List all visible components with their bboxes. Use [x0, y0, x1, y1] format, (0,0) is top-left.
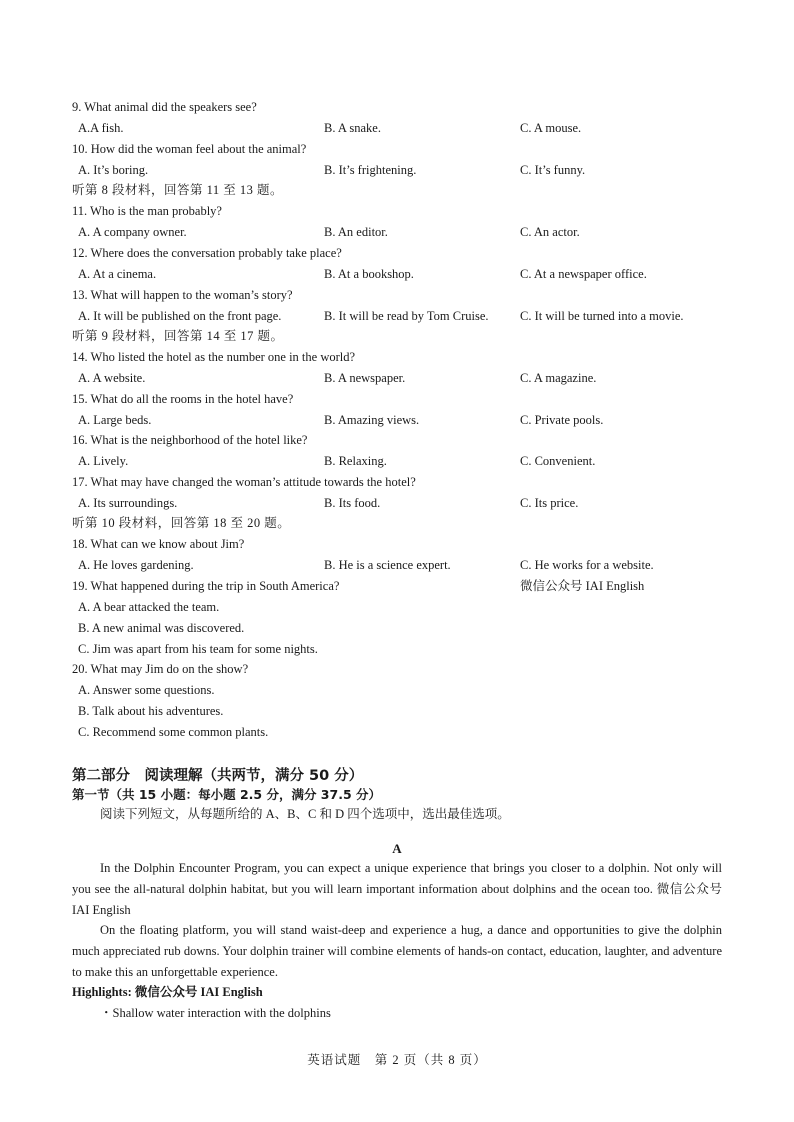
- passage-paragraph-1: In the Dolphin Encounter Program, you can expect a unique experience that brings you closer to a dolphin. Not only will you see the all-natural dolphin habitat, but you will learn important information about dolphins and the ocean too. 微信公众号 IAI English: [72, 861, 722, 917]
- q19-option-b: B. A new animal was discovered.: [78, 621, 245, 635]
- question-12: 12. Where does the conversation probably take place?: [72, 246, 342, 260]
- q18-option-a: A. He loves gardening.: [78, 558, 194, 572]
- passage-label: A: [392, 841, 402, 856]
- q11-option-c: C. An actor.: [520, 225, 580, 239]
- q19-option-c: C. Jim was apart from his team for some nights.: [78, 642, 318, 656]
- part2-title: 第二部分 阅读理解（共两节，满分 50 分）: [72, 768, 364, 784]
- q19-option-a: A. A bear attacked the team.: [78, 600, 220, 614]
- q14-option-c: C. A magazine.: [520, 371, 597, 385]
- q10-option-b: B. It’s frightening.: [324, 163, 417, 177]
- question-10: 10. How did the woman feel about the animal?: [72, 142, 307, 156]
- passage-paragraph-2: On the floating platform, you will stand waist-deep and experience a hug, a dance and opportunities to give the dolphin much appreciated rub downs. Your dolphin trainer will combine elements of hands-on contact, education, laughter, and adventure to make this an unforgettable experience.: [72, 923, 722, 979]
- q16-option-c: C. Convenient.: [520, 454, 596, 468]
- question-14: 14. Who listed the hotel as the number one in the world?: [72, 350, 356, 364]
- q20-option-b: B. Talk about his adventures.: [78, 704, 224, 718]
- page-footer: 英语试题 第 2 页（共 8 页）: [307, 1053, 487, 1067]
- q14-option-b: B. A newspaper.: [324, 371, 406, 385]
- highlights-label: Highlights:: [72, 985, 132, 999]
- q10-option-c: C. It’s funny.: [520, 163, 586, 177]
- question-17: 17. What may have changed the woman’s attitude towards the hotel?: [72, 475, 416, 489]
- q9-option-a: A.A fish.: [78, 121, 124, 135]
- q20-option-a: A. Answer some questions.: [78, 683, 215, 697]
- q9-option-c: C. A mouse.: [520, 121, 582, 135]
- question-9: 9. What animal did the speakers see?: [72, 100, 257, 114]
- reading-instruction: 阅读下列短文，从每题所给的 A、B、C 和 D 四个选项中，选出最佳选项。: [100, 807, 510, 821]
- question-15: 15. What do all the rooms in the hotel have?: [72, 392, 294, 406]
- question-19: 19. What happened during the trip in South America?: [72, 579, 340, 593]
- highlights-line: [72, 984, 263, 1000]
- q15-option-b: B. Amazing views.: [324, 413, 420, 427]
- q14-option-a: A. A website.: [78, 371, 146, 385]
- question-13: 13. What will happen to the woman’s story?: [72, 288, 293, 302]
- instruction-material-10: 听第 10 段材料，回答第 18 至 20 题。: [72, 516, 291, 530]
- q13-option-b: B. It will be read by Tom Cruise.: [324, 309, 489, 323]
- question-16: 16. What is the neighborhood of the hotel like?: [72, 433, 308, 447]
- q12-option-a: A. At a cinema.: [78, 267, 157, 281]
- highlight-bullet-1: ・Shallow water interaction with the dolphins: [100, 1006, 331, 1020]
- q18-option-c: C. He works for a website.: [520, 558, 654, 572]
- q11-option-b: B. An editor.: [324, 225, 388, 239]
- q17-option-c: C. Its price.: [520, 496, 579, 510]
- q15-option-a: A. Large beds.: [78, 413, 152, 427]
- question-18: 18. What can we know about Jim?: [72, 537, 245, 551]
- q13-option-a: A. It will be published on the front page.: [78, 309, 282, 323]
- question-20: 20. What may Jim do on the show?: [72, 662, 249, 676]
- instruction-material-8: 听第 8 段材料，回答第 11 至 13 题。: [72, 183, 284, 197]
- q16-option-b: B. Relaxing.: [324, 454, 387, 468]
- section1-title: 第一节（共 15 小题：每小题 2.5 分，满分 37.5 分）: [72, 787, 381, 802]
- q15-option-c: C. Private pools.: [520, 413, 604, 427]
- q10-option-a: A. It’s boring.: [78, 163, 149, 177]
- q18-option-b: B. He is a science expert.: [324, 558, 451, 572]
- q17-option-a: A. Its surroundings.: [78, 496, 178, 510]
- highlights-watermark: 微信公众号 IAI English: [134, 985, 263, 999]
- q17-option-b: B. Its food.: [324, 496, 381, 510]
- q12-option-c: C. At a newspaper office.: [520, 267, 647, 281]
- watermark-text: 微信公众号 IAI English: [520, 579, 645, 593]
- q13-option-c: C. It will be turned into a movie.: [520, 309, 684, 323]
- question-11: 11. Who is the man probably?: [72, 204, 222, 218]
- q12-option-b: B. At a bookshop.: [324, 267, 414, 281]
- q9-option-b: B. A snake.: [324, 121, 381, 135]
- q20-option-c: C. Recommend some common plants.: [78, 725, 269, 739]
- instruction-material-9: 听第 9 段材料，回答第 14 至 17 题。: [72, 329, 284, 343]
- q16-option-a: A. Lively.: [78, 454, 129, 468]
- q11-option-a: A. A company owner.: [78, 225, 187, 239]
